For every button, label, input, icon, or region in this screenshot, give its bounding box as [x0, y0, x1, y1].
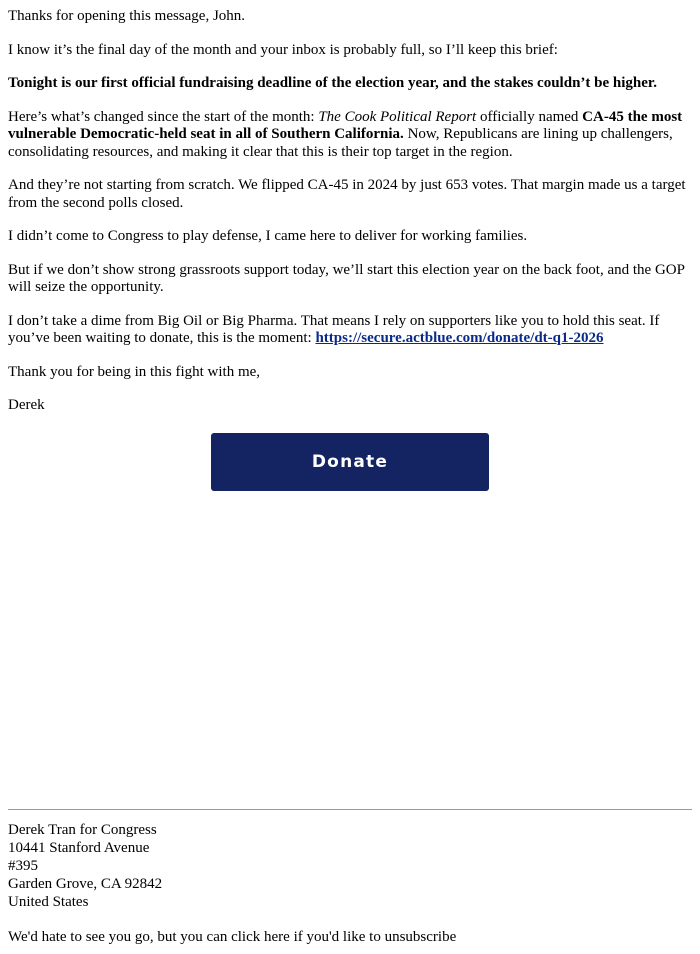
thanks-paragraph: Thank you for being in this fight with me, — [8, 363, 261, 380]
donate-link[interactable]: https://secure.actblue.com/donate/dt-q1-2026 — [315, 330, 604, 346]
changes-bold: CA-45 the most vulnerable Democratic-held seat in all of Southern California. — [8, 108, 683, 142]
donate-button-row — [8, 433, 692, 491]
signature: Derek — [8, 397, 45, 413]
greeting: Thanks for opening this message, John. — [8, 8, 246, 24]
changes-paragraph — [8, 109, 692, 162]
scratch-paragraph: And they’re not starting from scratch. We flipped CA-45 in 2024 by just 653 votes. That margin made us a target from the second polls closed. — [8, 177, 686, 211]
footer-divider — [8, 809, 692, 810]
footer — [8, 809, 692, 947]
mailing-address — [8, 821, 692, 911]
org-name: Derek Tran for Congress — [8, 822, 157, 838]
donate-button[interactable]: Donate — [211, 433, 489, 491]
source-title: The Cook Political Report — [318, 108, 477, 125]
unsubscribe-text[interactable]: We'd hate to see you go, but you can click here if you'd like to unsubscribe — [8, 929, 457, 945]
suite-line: #395 — [8, 858, 38, 874]
grassroots-paragraph: But if we don’t show strong grassroots support today, we’ll start this election year on the back foot, and the GOP will seize the opportunity. — [8, 261, 685, 295]
street-line: 10441 Stanford Avenue — [8, 840, 150, 856]
changes-tail: Now, Republicans are lining up challengers, consolidating resources, and making it clear that this is their top target in the region. — [8, 126, 673, 160]
email-body — [8, 8, 692, 491]
pledge-text: I don’t take a dime from Big Oil or Big Pharma. That means I rely on supporters like you to hold this seat. If you’ve been waiting to donate, this is the moment: — [8, 312, 660, 346]
deadline-paragraph — [8, 75, 692, 93]
country-line: United States — [8, 894, 89, 910]
pledge-paragraph — [8, 313, 692, 348]
defense-paragraph: I didn’t come to Congress to play defense, I came here to deliver for working families. — [8, 228, 528, 244]
intro-paragraph: I know it’s the final day of the month and your inbox is probably full, so I’ll keep this brief: — [8, 41, 558, 58]
deadline-bold: Tonight is our first official fundraising deadline of the election year, and the stakes couldn’t be higher. — [8, 75, 657, 91]
city-line: Garden Grove, CA 92842 — [8, 876, 163, 892]
changes-lead: Here’s what’s changed since the start of the month: — [8, 108, 319, 125]
changes-mid: officially named — [476, 108, 583, 125]
